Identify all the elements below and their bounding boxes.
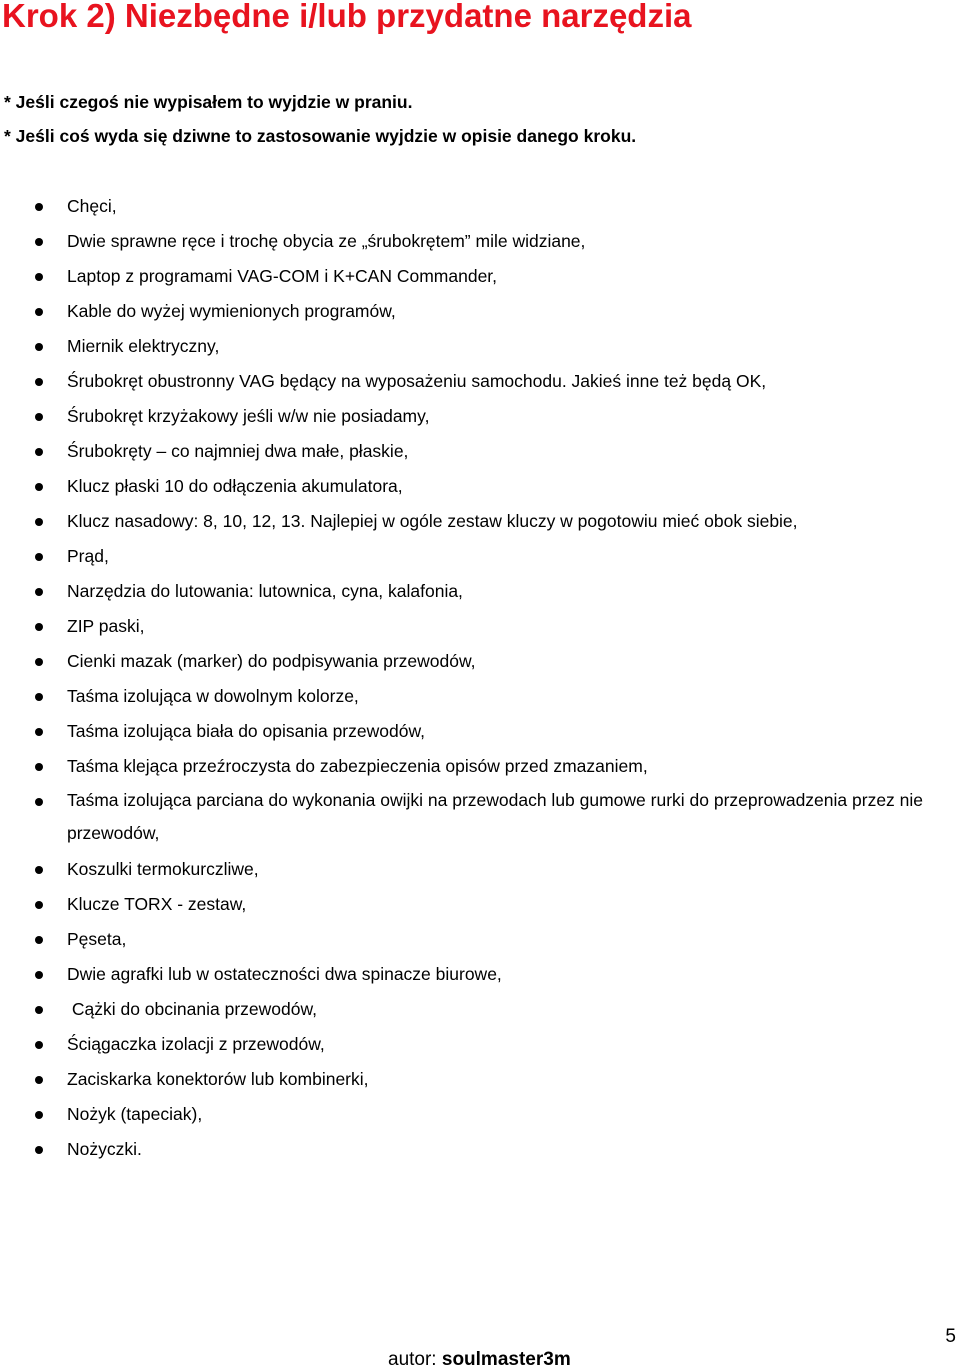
list-item-text: ZIP paski, xyxy=(67,616,145,636)
list-item xyxy=(0,574,960,609)
bullet-icon xyxy=(35,483,43,491)
bullet-icon xyxy=(35,1006,43,1014)
list-item xyxy=(0,399,960,434)
list-item xyxy=(0,434,960,469)
list-item-text: Pęseta, xyxy=(67,929,127,949)
bullet-icon xyxy=(35,693,43,701)
list-item xyxy=(0,1097,960,1132)
bullet-icon xyxy=(35,1076,43,1084)
list-item xyxy=(0,957,960,992)
list-item xyxy=(0,784,947,850)
list-item xyxy=(0,539,960,574)
list-item xyxy=(0,504,960,539)
list-item-text: Klucz płaski 10 do odłączenia akumulatora, xyxy=(67,476,403,496)
bullet-icon xyxy=(35,413,43,421)
author-name: soulmaster3m xyxy=(441,1349,571,1370)
bullet-icon xyxy=(35,1111,43,1119)
list-item-text: Taśma izolująca w dowolnym kolorze, xyxy=(67,686,359,706)
list-item xyxy=(0,1027,960,1062)
list-item xyxy=(0,644,960,679)
bullet-icon xyxy=(35,588,43,596)
list-item-text: Klucz nasadowy: 8, 10, 12, 13. Najlepiej w ogóle zestaw kluczy w pogotowiu mieć obok siebie, xyxy=(67,511,798,531)
list-item xyxy=(0,189,960,224)
bullet-icon xyxy=(35,1146,43,1154)
tools-list xyxy=(0,189,960,1167)
list-item-text: Nożyczki. xyxy=(67,1139,142,1159)
bullet-icon xyxy=(35,1041,43,1049)
list-item xyxy=(0,469,960,504)
author-label: autor: xyxy=(388,1349,437,1370)
bullet-icon xyxy=(35,448,43,456)
bullet-icon xyxy=(35,308,43,316)
list-item-text: Chęci, xyxy=(67,196,117,216)
list-item xyxy=(0,852,960,887)
list-item xyxy=(0,609,960,644)
list-item xyxy=(0,1132,960,1167)
page-title: Krok 2) Niezbędne i/lub przydatne narzędzia xyxy=(2,0,692,34)
list-item-text: Narzędzia do lutowania: lutownica, cyna, kalafonia, xyxy=(67,581,463,601)
list-item-text: Koszulki termokurczliwe, xyxy=(67,859,259,879)
bullet-icon xyxy=(35,728,43,736)
list-item xyxy=(0,749,960,784)
list-item-text: Śrubokręty – co najmniej dwa małe, płaskie, xyxy=(67,441,409,461)
list-item xyxy=(0,679,960,714)
list-item-text: Taśma izolująca parciana do wykonania owijki na przewodach lub gumowe rurki do przeprowadzenia przez nie przewodów, xyxy=(67,790,924,843)
bullet-icon xyxy=(35,901,43,909)
bullet-icon xyxy=(35,866,43,874)
bullet-icon xyxy=(35,518,43,526)
list-item-text: Śrubokręt obustronny VAG będący na wyposażeniu samochodu. Jakieś inne też będą OK, xyxy=(67,371,767,391)
bullet-icon xyxy=(35,936,43,944)
note-missing-items: * Jeśli czegoś nie wypisałem to wyjdzie w praniu. xyxy=(4,92,413,112)
bullet-icon xyxy=(35,623,43,631)
bullet-icon xyxy=(35,658,43,666)
list-item xyxy=(0,887,960,922)
list-item-text: Nożyk (tapeciak), xyxy=(67,1104,203,1124)
list-item xyxy=(0,714,960,749)
page-number: 5 xyxy=(945,1326,956,1347)
list-item xyxy=(0,259,960,294)
list-item xyxy=(0,1062,960,1097)
list-item-text: Ściągaczka izolacji z przewodów, xyxy=(67,1034,325,1054)
list-item-text: Zaciskarka konektorów lub kombinerki, xyxy=(67,1069,369,1089)
bullet-icon xyxy=(35,798,43,806)
bullet-icon xyxy=(35,238,43,246)
list-item-text: Kable do wyżej wymienionych programów, xyxy=(67,301,396,321)
bullet-icon xyxy=(35,971,43,979)
list-item-text: Laptop z programami VAG-COM i K+CAN Commander, xyxy=(67,266,498,286)
list-item-text: Dwie sprawne ręce i trochę obycia ze „śrubokrętem” mile widziane, xyxy=(67,231,586,251)
bullet-icon xyxy=(35,553,43,561)
list-item-text: Prąd, xyxy=(67,546,109,566)
list-item xyxy=(0,364,960,399)
list-item-text: Klucze TORX - zestaw, xyxy=(67,894,247,914)
list-item-text: Cążki do obcinania przewodów, xyxy=(67,999,318,1019)
list-item-text: Taśma klejąca przeźroczysta do zabezpieczenia opisów przed zmazaniem, xyxy=(67,756,648,776)
list-item-text: Dwie agrafki lub w ostateczności dwa spinacze biurowe, xyxy=(67,964,502,984)
list-item xyxy=(0,922,960,957)
list-item xyxy=(0,224,960,259)
list-item-text: Taśma izolująca biała do opisania przewodów, xyxy=(67,721,425,741)
list-item-text: Śrubokręt krzyżakowy jeśli w/w nie posiadamy, xyxy=(67,406,430,426)
list-item xyxy=(0,992,960,1027)
list-item xyxy=(0,329,960,364)
list-item-text: Miernik elektryczny, xyxy=(67,336,220,356)
bullet-icon xyxy=(35,343,43,351)
bullet-icon xyxy=(35,763,43,771)
bullet-icon xyxy=(35,378,43,386)
list-item-text: Cienki mazak (marker) do podpisywania przewodów, xyxy=(67,651,476,671)
list-item xyxy=(0,294,960,329)
bullet-icon xyxy=(35,273,43,281)
bullet-icon xyxy=(35,203,43,211)
note-strange-items: * Jeśli coś wyda się dziwne to zastosowanie wyjdzie w opisie danego kroku. xyxy=(4,126,637,146)
